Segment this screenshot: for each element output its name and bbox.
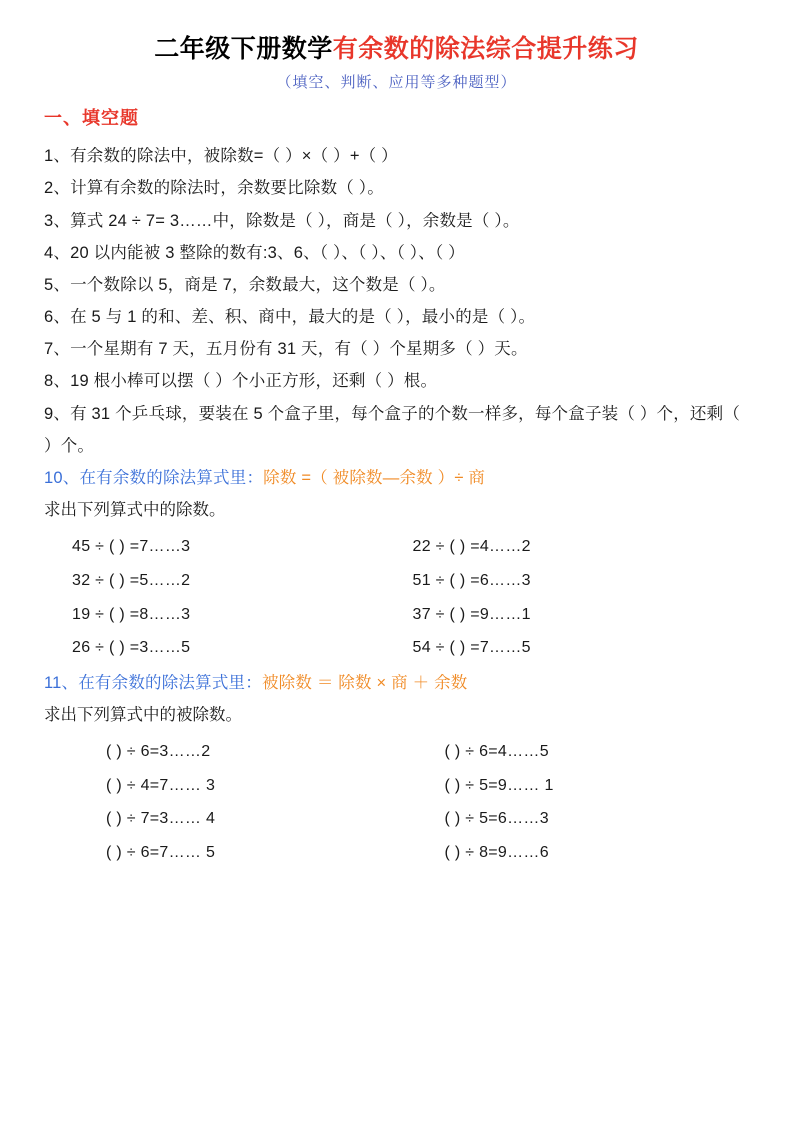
exercise-item: 22 ÷ ( ) =4……2: [412, 538, 531, 556]
question-11-exercise-grid: [44, 735, 749, 869]
title-black-part: 二年级下册数学: [154, 35, 333, 63]
question-1: 1、有余数的除法中，被除数=（ ）×（ ）+（ ）: [44, 147, 398, 166]
question-10-instruction: 求出下列算式中的除数。: [44, 501, 226, 520]
question-11-rule: [44, 667, 749, 699]
question-10-number: 10、: [44, 468, 80, 487]
exercise-item: ( ) ÷ 6=3……2: [106, 743, 211, 761]
question-4: 4、20 以内能被 3 整除的数有:3、6、（ ）、（ ）、（ ）、（ ）: [44, 243, 465, 262]
question-10-rule-label: 在有余数的除法算式里：: [79, 468, 264, 487]
exercise-item: 19 ÷ ( ) =8……3: [72, 605, 191, 623]
exercise-item: ( ) ÷ 5=9…… 1: [444, 776, 554, 794]
question-10-rule-formula: 除数 =（ 被除数—余数 ）÷ 商: [263, 468, 486, 487]
question-8: 8、19 根小棒可以摆（ ）个小正方形，还剩（ ）根。: [44, 372, 438, 391]
exercise-item: 45 ÷ ( ) =7……3: [72, 538, 191, 556]
exercise-item: 54 ÷ ( ) =7……5: [412, 639, 531, 657]
question-11-number: 11、: [44, 673, 79, 692]
question-6: 6、在 5 与 1 的和、差、积、商中，最大的是（ ），最小的是（ ）。: [44, 308, 536, 327]
exercise-item: ( ) ÷ 7=3…… 4: [106, 810, 216, 828]
question-11-rule-label: 在有余数的除法算式里：: [78, 673, 262, 692]
question-2: 2、计算有余数的除法时，余数要比除数（ ）。: [44, 179, 384, 198]
question-11-rule-formula: 被除数 ＝ 除数 × 商 ＋ 余数: [261, 673, 468, 692]
exercise-item: 32 ÷ ( ) =5……2: [72, 571, 191, 589]
question-11-instruction: 求出下列算式中的被除数。: [44, 705, 242, 724]
section-heading-fill-in-blanks: 一、填空题: [44, 108, 139, 129]
page-subtitle: （填空、判断、应用等多种题型）: [276, 74, 517, 92]
question-3: 3、算式 24 ÷ 7= 3……中，除数是（ ），商是（ ），余数是（ ）。: [44, 211, 520, 230]
exercise-item: 26 ÷ ( ) =3……5: [72, 639, 191, 657]
exercise-item: 37 ÷ ( ) =9……1: [412, 605, 531, 623]
question-10-exercise-grid: [44, 530, 749, 664]
exercise-item: ( ) ÷ 8=9……6: [444, 843, 549, 861]
page-title: [44, 34, 749, 65]
question-7: 7、一个星期有 7 天，五月份有 31 天，有（ ）个星期多（ ）天。: [44, 340, 528, 359]
title-red-part: 有余数的除法综合提升练习: [332, 35, 639, 63]
exercise-item: ( ) ÷ 6=7…… 5: [106, 843, 216, 861]
exercise-item: 51 ÷ ( ) =6……3: [412, 571, 531, 589]
exercise-item: ( ) ÷ 5=6……3: [444, 810, 549, 828]
question-10-rule: [44, 462, 749, 494]
exercise-item: ( ) ÷ 4=7…… 3: [106, 776, 216, 794]
question-5: 5、一个数除以 5，商是 7，余数最大，这个数是（ ）。: [44, 275, 446, 294]
exercise-item: ( ) ÷ 6=4……5: [444, 743, 549, 761]
question-9: 9、有 31 个乒乓球，要装在 5 个盒子里，每个盒子的个数一样多，每个盒子装（ ）个，还剩（ ）个。: [44, 404, 741, 455]
